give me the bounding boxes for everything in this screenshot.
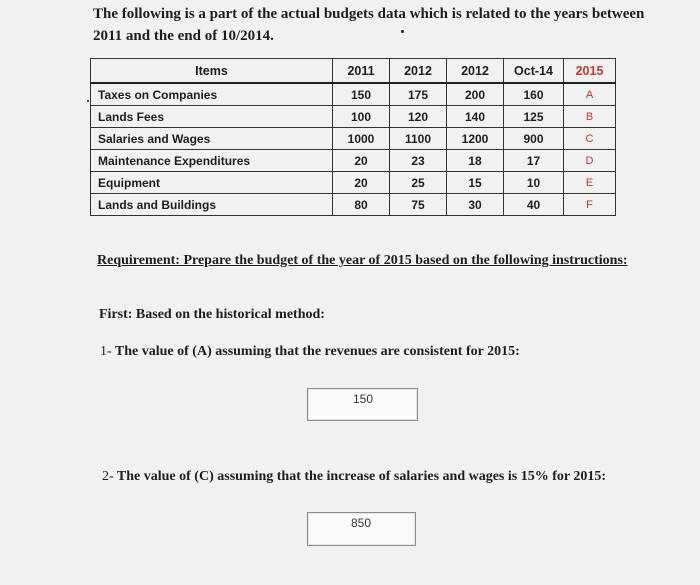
question-1-number: 1- <box>100 344 112 359</box>
header-2012-b: 2012 <box>447 59 504 84</box>
row-value: 1200 <box>447 128 504 150</box>
row-item: Maintenance Expenditures <box>91 150 333 172</box>
intro-line-2: 2011 and the end of 10/2014. <box>93 28 274 44</box>
header-oct-14: Oct-14 <box>504 59 564 84</box>
header-2011: 2011 <box>333 59 390 84</box>
question-2-text: The value of (C) assuming that the increase of salaries and wages is 15% for 2015: <box>116 469 606 484</box>
row-item: Equipment <box>91 172 333 194</box>
stray-dot <box>401 30 404 33</box>
table-row <box>91 194 616 216</box>
question-1 <box>100 344 520 360</box>
row-value: 18 <box>447 150 504 172</box>
row-value: 200 <box>447 83 504 106</box>
row-value: 1000 <box>333 128 390 150</box>
row-value: 15 <box>447 172 504 194</box>
requirement-heading: Requirement: Prepare the budget of the year of 2015 based on the following instructions: <box>97 253 628 268</box>
first-method-heading: First: Based on the historical method: <box>99 307 325 322</box>
row-value: 160 <box>504 83 564 106</box>
row-value: 20 <box>333 172 390 194</box>
row-letter: A <box>564 83 616 106</box>
header-2012: 2012 <box>390 59 447 84</box>
row-value: 100 <box>333 106 390 128</box>
row-letter: F <box>564 194 616 216</box>
row-value: 140 <box>447 106 504 128</box>
row-value: 175 <box>390 83 447 106</box>
question-2-number: 2- <box>102 469 114 484</box>
answer-2-field[interactable]: 850 <box>307 512 416 546</box>
table-row <box>91 106 616 128</box>
table-header-row <box>91 59 616 84</box>
budget-table <box>90 58 616 216</box>
row-value: 125 <box>504 106 564 128</box>
row-value: 80 <box>333 194 390 216</box>
row-value: 75 <box>390 194 447 216</box>
table-row <box>91 150 616 172</box>
row-value: 25 <box>390 172 447 194</box>
row-item: Taxes on Companies <box>91 83 333 106</box>
table-row <box>91 83 616 106</box>
row-value: 17 <box>504 150 564 172</box>
row-letter: C <box>564 128 616 150</box>
intro-paragraph <box>93 3 683 47</box>
row-value: 10 <box>504 172 564 194</box>
row-item: Lands and Buildings <box>91 194 333 216</box>
row-value: 150 <box>333 83 390 106</box>
question-1-text: The value of (A) assuming that the revenues are consistent for 2015: <box>114 344 520 359</box>
intro-line-1: The following is a part of the actual budgets data which is related to the years between <box>93 6 645 22</box>
row-value: 30 <box>447 194 504 216</box>
header-2015: 2015 <box>564 59 616 84</box>
answer-1-field[interactable]: 150 <box>307 388 418 421</box>
question-2 <box>102 469 606 485</box>
stray-mark <box>87 100 89 102</box>
row-value: 23 <box>390 150 447 172</box>
row-letter: B <box>564 106 616 128</box>
table-row <box>91 172 616 194</box>
row-value: 120 <box>390 106 447 128</box>
row-item: Lands Fees <box>91 106 333 128</box>
table-row <box>91 128 616 150</box>
row-value: 20 <box>333 150 390 172</box>
row-value: 900 <box>504 128 564 150</box>
row-letter: E <box>564 172 616 194</box>
row-value: 40 <box>504 194 564 216</box>
row-letter: D <box>564 150 616 172</box>
header-items: Items <box>91 59 333 84</box>
row-value: 1100 <box>390 128 447 150</box>
row-item: Salaries and Wages <box>91 128 333 150</box>
